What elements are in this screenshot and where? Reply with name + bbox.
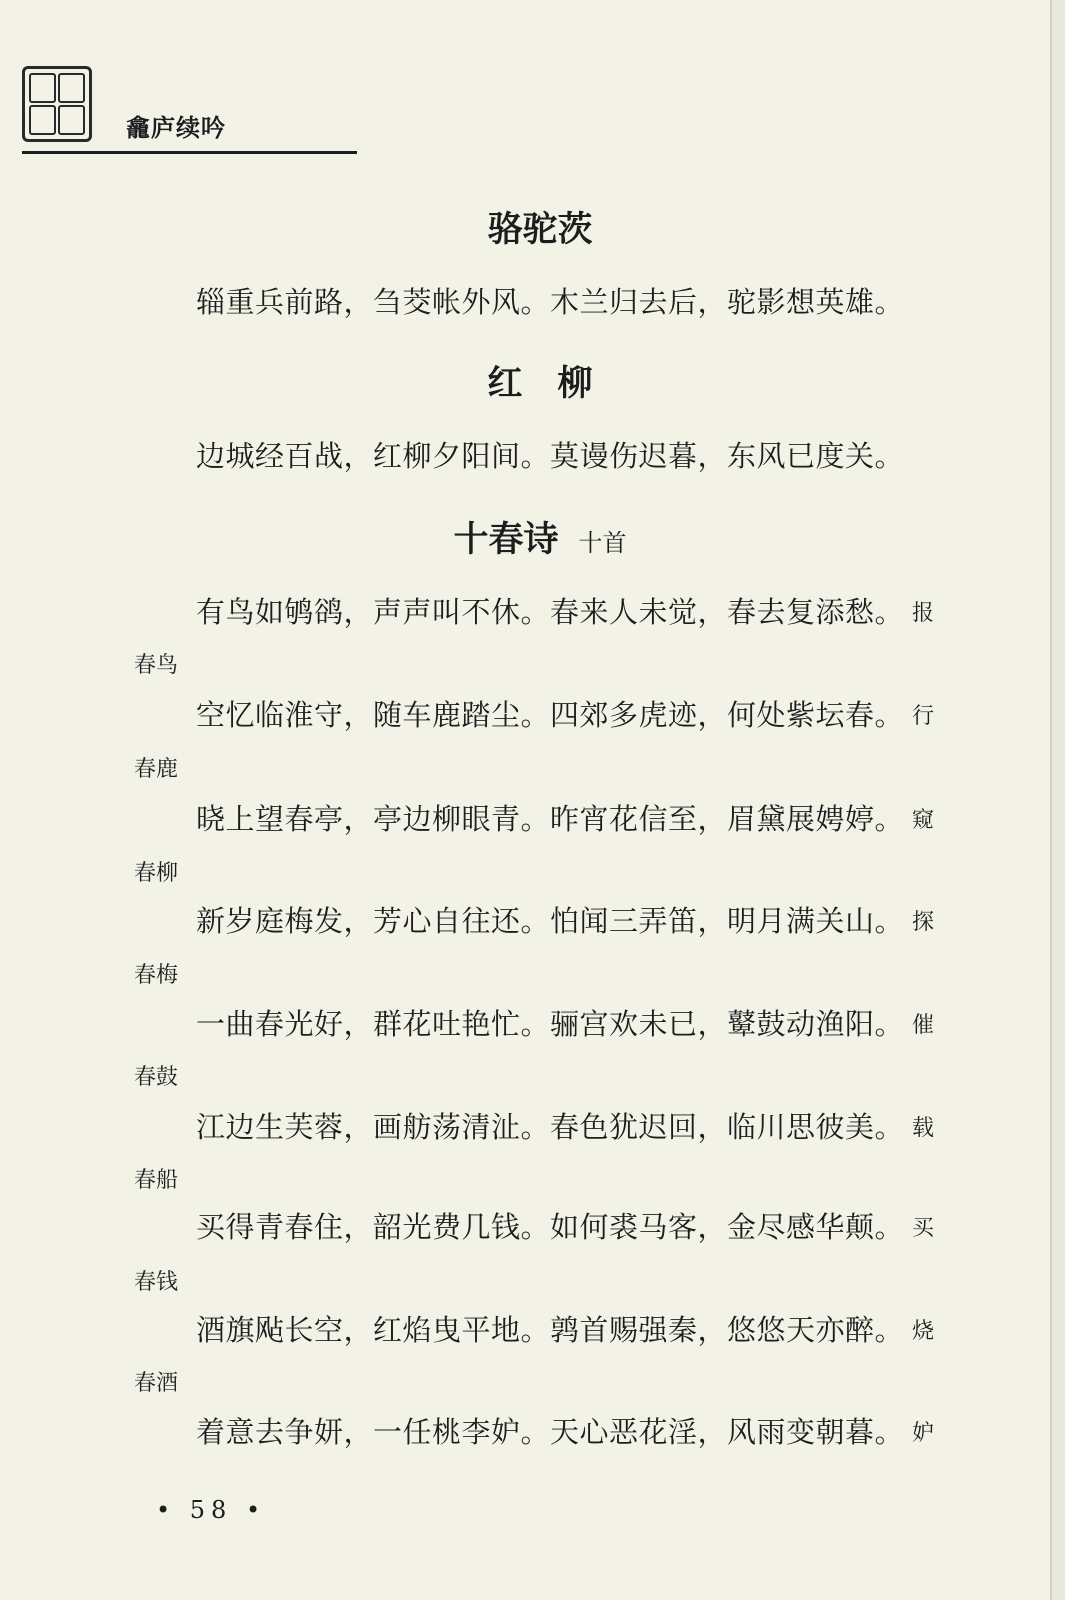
- poem-line: 辎重兵前路，刍茭帐外风。木兰归去后，驼影想英雄。: [196, 285, 905, 319]
- poem-text: 空忆临淮守，随车鹿踏尘。四郊多虎迹，何处紫坛春。: [196, 698, 905, 732]
- poem-text: 买得青春住，韶光费几钱。如何裘马客，金尽感华颠。: [196, 1210, 905, 1244]
- poem-tail-title: 春柳: [134, 861, 179, 886]
- poem-line: [196, 1205, 956, 1246]
- poem-text: 着意去争妍，一任桃李妒。天心恶花淫，风雨变朝暮。: [196, 1415, 905, 1449]
- poem-note: 载: [912, 1116, 935, 1141]
- poem-tail-title: 春钱: [134, 1270, 179, 1295]
- series-title: [0, 512, 1065, 562]
- poem-tail-title: 春鸟: [134, 653, 179, 678]
- poem-line: [196, 590, 956, 631]
- poem-line: [196, 1002, 956, 1043]
- series-subtitle: 十首: [578, 529, 627, 557]
- header-rule: [22, 151, 357, 154]
- poem-tail-title: 春船: [134, 1168, 179, 1193]
- poem-note: 探: [912, 910, 935, 935]
- poem-text: 新岁庭梅发，芳心自往还。怕闻三弄笛，明月满关山。: [196, 904, 905, 938]
- poem-line: [196, 797, 956, 838]
- poem-line: [196, 1308, 956, 1349]
- poem-note: 买: [912, 1216, 935, 1241]
- poem-text: 有鸟如鸲鹆，声声叫不休。春来人未觉，春去复添愁。: [196, 595, 905, 629]
- poem-text: 江边生芙蓉，画舫荡清沚。春色犹迟回，临川思彼美。: [196, 1110, 905, 1144]
- poem-note: 窥: [912, 808, 935, 833]
- poem-line: [196, 1410, 956, 1451]
- seal-logo: [22, 66, 92, 142]
- poem-note: 妒: [912, 1421, 935, 1446]
- poem-note: 行: [912, 704, 935, 729]
- poem-text: 酒旗飐长空，红焰曳平地。鹑首赐强秦，悠悠天亦醉。: [196, 1313, 905, 1347]
- poem-text: 一曲春光好，群花吐艳忙。骊宫欢未已，鼙鼓动渔阳。: [196, 1007, 905, 1041]
- poem-line: [196, 899, 956, 940]
- poem-tail-title: 春梅: [134, 963, 179, 988]
- poem-line: [196, 693, 956, 734]
- series-title-text: 十春诗: [453, 520, 559, 560]
- poem-note: 烧: [912, 1319, 935, 1344]
- poem-text: 晓上望春亭，亭边柳眼青。昨宵花信至，眉黛展娉婷。: [196, 802, 905, 836]
- page-number: • 58 •: [156, 1496, 267, 1524]
- poem-tail-title: 春鼓: [134, 1065, 179, 1090]
- poem-line: [196, 1105, 956, 1146]
- poem-title: 红 柳: [487, 364, 593, 404]
- poem-tail-title: 春鹿: [134, 757, 179, 782]
- poem-note: 报: [912, 601, 935, 626]
- running-header-title: 龕庐续吟: [126, 114, 226, 142]
- poem-tail-title: 春酒: [134, 1371, 179, 1396]
- poem-note: 催: [912, 1013, 935, 1038]
- poem-line: 边城经百战，红柳夕阳间。莫谩伤迟暮，东风已度关。: [196, 439, 905, 473]
- poem-title: 骆驼茨: [487, 210, 593, 250]
